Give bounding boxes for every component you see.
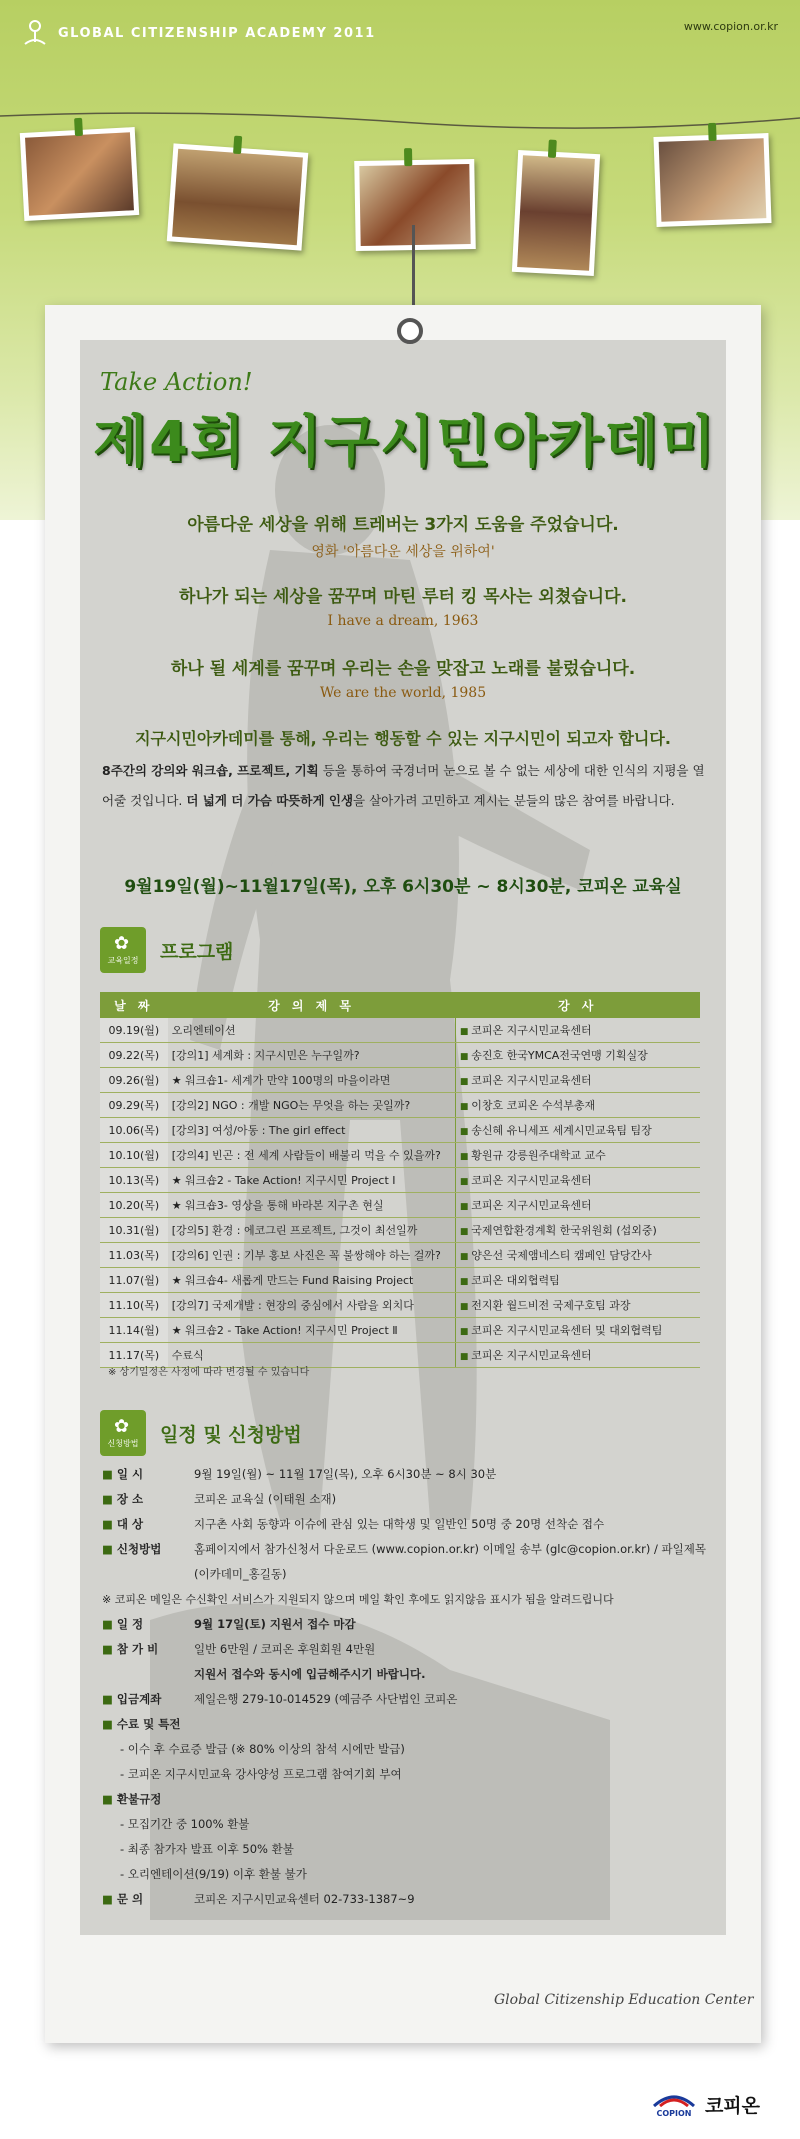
cell-speaker: ■ 이창호 코피온 수석부총재 xyxy=(455,1093,700,1118)
quote-3-source: We are the world, 1985 xyxy=(319,685,487,701)
photo-children-5 xyxy=(653,133,771,227)
table-row xyxy=(100,1218,700,1243)
refund-2: - 최종 참가자 발표 이후 50% 환불 xyxy=(120,1842,294,1856)
cell-speaker: ■ 코피온 지구시민교육센터 xyxy=(455,1193,700,1218)
photo-children-1 xyxy=(20,127,139,221)
copion-brand-en: COPION xyxy=(656,2109,692,2118)
academy-name: GLOBAL CITIZENSHIP ACADEMY 2011 xyxy=(58,25,376,41)
col-speaker: 강 사 xyxy=(455,992,700,1018)
cell-topic: 오리엔테이션 xyxy=(168,1018,456,1043)
photo-girl xyxy=(512,150,600,276)
copion-mark-icon xyxy=(651,2090,697,2118)
quote-2-text: 하나가 되는 세상을 꿈꾸며 마틴 루터 킹 목사는 외쳤습니다. xyxy=(179,587,627,607)
benefit-1: - 이수 후 수료증 발급 (※ 80% 이상의 참석 시에만 발급) xyxy=(120,1742,405,1756)
cell-speaker: ■ 코피온 지구시민교육센터 및 대외협력팀 xyxy=(455,1318,700,1343)
cell-speaker: ■ 송진호 한국YMCA전국연맹 기획실장 xyxy=(455,1043,700,1068)
cell-date: 10.20(목) xyxy=(100,1193,168,1218)
refund-3: - 오리엔테이션(9/19) 이후 환불 불가 xyxy=(120,1867,307,1881)
cell-date: 10.13(목) xyxy=(100,1168,168,1193)
intro-bold-1: 8주간의 강의와 워크숍, 프로젝트, 기획 xyxy=(102,763,319,778)
cell-speaker: ■ 코피온 지구시민교육센터 xyxy=(455,1343,700,1368)
refund-1: - 모집기간 중 100% 환불 xyxy=(120,1817,250,1831)
schedule-change-note: ※ 상기일정은 사정에 따라 변경될 수 있습니다 xyxy=(108,1367,310,1378)
info-benefits: ■ 수료 및 특전 xyxy=(102,1712,712,1737)
cell-topic: ★ 워크숍3- 영상을 통해 바라본 지구촌 현실 xyxy=(168,1193,456,1218)
cell-speaker: ■ 전지환 월드비전 국제구호팀 과장 xyxy=(455,1293,700,1318)
intro-text-2: 을 살아가려 고민하고 계시는 분들의 많은 참여를 바랍니다. xyxy=(353,793,675,808)
intro-text-1: 등을 통하여 국경너머 눈으로 볼 수 없는 세상에 대한 인식의 지평을 열어줄 것입니다. xyxy=(102,763,705,808)
cell-speaker: ■ 황원규 강릉원주대학교 교수 xyxy=(455,1143,700,1168)
application-icon: ✿ 신청방법 xyxy=(100,1410,146,1456)
academy-logo[interactable] xyxy=(20,18,376,48)
site-url-link[interactable]: www.copion.or.kr xyxy=(683,20,778,33)
info-application: ■ 신청방법 홈페이지에서 참가신청서 다운로드 (www.copion.or.kr) 이메일 송부 (glc@copion.or.kr) / 파일제목 xyxy=(102,1537,712,1562)
cell-date: 11.17(목) xyxy=(100,1343,168,1368)
cell-speaker: ■ 코피온 대외협력팀 xyxy=(455,1268,700,1293)
benefit-2: - 코피온 지구시민교육 강사양성 프로그램 참여기회 부여 xyxy=(120,1767,402,1781)
program-icon-label: 교육일정 xyxy=(107,956,139,965)
program-icon: ✿ 교육일정 xyxy=(100,927,146,973)
cell-date: 11.03(목) xyxy=(100,1243,168,1268)
cell-date: 11.07(월) xyxy=(100,1268,168,1293)
quote-2 xyxy=(80,582,726,629)
photo-village-children xyxy=(167,143,309,250)
cell-speaker: ■ 송신혜 유니세프 세계시민교육팀 팀장 xyxy=(455,1118,700,1143)
table-row xyxy=(100,1243,700,1268)
info-fee: ■ 참 가 비 일반 6만원 / 코피온 후원회원 4만원 xyxy=(102,1637,712,1662)
info-target: ■ 대 상 지구촌 사회 동향과 이슈에 관심 있는 대학생 및 일반인 50명 중 20명 선착순 접수 xyxy=(102,1512,712,1537)
intro-bold-2: 더 넓게 더 가슴 따뜻하게 인생 xyxy=(186,793,354,808)
program-section-header xyxy=(100,927,233,973)
program-table xyxy=(100,992,700,1368)
table-row xyxy=(100,1118,700,1143)
cell-date: 10.06(목) xyxy=(100,1118,168,1143)
page-title: 제4회 지구시민아카데미 xyxy=(93,410,717,475)
cell-topic: [강의5] 환경 : 에코그린 프로젝트, 그것이 최선일까 xyxy=(168,1218,456,1243)
table-row xyxy=(100,1293,700,1318)
cell-topic: [강의2] NGO : 개발 NGO는 무엇을 하는 곳일까? xyxy=(168,1093,456,1118)
cell-topic: ★ 워크숍2 - Take Action! 지구시민 Project Ⅰ xyxy=(168,1168,456,1193)
quote-1 xyxy=(80,510,726,561)
table-row xyxy=(100,1093,700,1118)
intro-paragraph xyxy=(102,756,706,816)
info-contact: ■ 문 의 코피온 지구시민교육센터 02-733-1387~9 xyxy=(102,1887,712,1912)
table-row xyxy=(100,1018,700,1043)
col-date: 날 짜 xyxy=(100,992,168,1018)
cell-topic: [강의6] 인권 : 기부 홍보 사진은 꼭 불쌍해야 하는 걸까? xyxy=(168,1243,456,1268)
info-datetime: ■ 일 시 9월 19일(월) ~ 11월 17일(목), 오후 6시30분 ~ 8시 30분 xyxy=(102,1462,712,1487)
schedule-section-header xyxy=(100,1410,302,1456)
cell-topic: ★ 워크숍1- 세계가 만약 100명의 마을이라면 xyxy=(168,1068,456,1093)
table-row xyxy=(100,1168,700,1193)
table-row xyxy=(100,1043,700,1068)
cell-topic: [강의4] 빈곤 : 전 세계 사람들이 배불리 먹을 수 있을까? xyxy=(168,1143,456,1168)
schedule-info xyxy=(102,1462,712,1912)
copion-logo[interactable] xyxy=(651,2090,760,2118)
table-row xyxy=(100,1068,700,1093)
cell-speaker: ■ 국제연합환경계획 한국위원회 (섭외중) xyxy=(455,1218,700,1243)
cell-topic: ★ 워크숍2 - Take Action! 지구시민 Project Ⅱ xyxy=(168,1318,456,1343)
mail-notice: ※ 코피온 메일은 수신확인 서비스가 지원되지 않으며 메일 확인 후에도 읽지않음 표시가 됨을 알려드립니다 xyxy=(102,1593,614,1606)
quote-1-text: 아름다운 세상을 위해 트레버는 3가지 도움을 주었습니다. xyxy=(187,515,619,535)
intro-statement: 지구시민아카데미를 통해, 우리는 행동할 수 있는 지구시민이 되고자 합니다. xyxy=(135,729,671,748)
info-application-cont: (이카데미_홍길동) xyxy=(194,1567,287,1581)
schedule-title: 일정 및 신청방법 xyxy=(160,1423,302,1446)
cell-date: 11.14(월) xyxy=(100,1318,168,1343)
tagline: Take Action! xyxy=(100,368,253,396)
program-title: 프로그램 xyxy=(160,940,234,963)
cell-date: 09.22(목) xyxy=(100,1043,168,1068)
photo-children-3 xyxy=(354,159,476,251)
cell-speaker: ■ 코피온 지구시민교육센터 xyxy=(455,1068,700,1093)
cell-date: 09.26(월) xyxy=(100,1068,168,1093)
cell-date: 11.10(목) xyxy=(100,1293,168,1318)
cell-topic: [강의7] 국제개발 : 현장의 중심에서 사람을 외치다 xyxy=(168,1293,456,1318)
info-fee-note: 지원서 접수와 동시에 입금해주시기 바랍니다. xyxy=(194,1667,426,1681)
info-deadline: ■ 일 정 9월 17일(토) 지원서 접수 마감 xyxy=(102,1612,712,1637)
cell-speaker: ■ 코피온 지구시민교육센터 xyxy=(455,1168,700,1193)
cell-topic: 수료식 xyxy=(168,1343,456,1368)
table-row xyxy=(100,1268,700,1293)
copion-brand-kr: 코피온 xyxy=(704,2094,760,2117)
cell-date: 10.31(월) xyxy=(100,1218,168,1243)
info-refund: ■ 환불규정 xyxy=(102,1787,712,1812)
quote-3-text: 하나 될 세계를 꿈꾸며 우리는 손을 맞잡고 노래를 불렀습니다. xyxy=(170,659,636,679)
hanger-ring xyxy=(397,318,423,344)
application-icon-label: 신청방법 xyxy=(107,1439,139,1448)
col-topic: 강 의 제 목 xyxy=(168,992,456,1018)
cell-date: 10.10(월) xyxy=(100,1143,168,1168)
cell-topic: ★ 워크숍4- 새롭게 만드는 Fund Raising Project xyxy=(168,1268,456,1293)
table-row xyxy=(100,1143,700,1168)
table-row xyxy=(100,1193,700,1218)
cell-date: 09.29(목) xyxy=(100,1093,168,1118)
info-account: ■ 입금계좌 제일은행 279-10-014529 (예금주 사단법인 코피온 xyxy=(102,1687,712,1712)
cell-date: 09.19(월) xyxy=(100,1018,168,1043)
table-row xyxy=(100,1318,700,1343)
cell-speaker: ■ 양은선 국제앰네스티 캠페인 담당간사 xyxy=(455,1243,700,1268)
cell-topic: [강의1] 세계화 : 지구시민은 누구일까? xyxy=(168,1043,456,1068)
cell-speaker: ■ 코피온 지구시민교육센터 xyxy=(455,1018,700,1043)
quote-1-source: 영화 '아름다운 세상을 위하여' xyxy=(311,544,495,560)
cell-topic: [강의3] 여성/아동 : The girl effect xyxy=(168,1118,456,1143)
tree-icon xyxy=(20,18,50,48)
info-location: ■ 장 소 코피온 교육실 (이태원 소재) xyxy=(102,1487,712,1512)
quote-3 xyxy=(80,654,726,701)
program-table-header xyxy=(100,992,700,1018)
quote-2-source: I have a dream, 1963 xyxy=(327,613,479,629)
footer-signature: Global Citizenship Education Center xyxy=(494,1992,754,2008)
event-dateline: 9월19일(월)~11월17일(목), 오후 6시30분 ~ 8시30분, 코피온 교육실 xyxy=(124,877,682,897)
